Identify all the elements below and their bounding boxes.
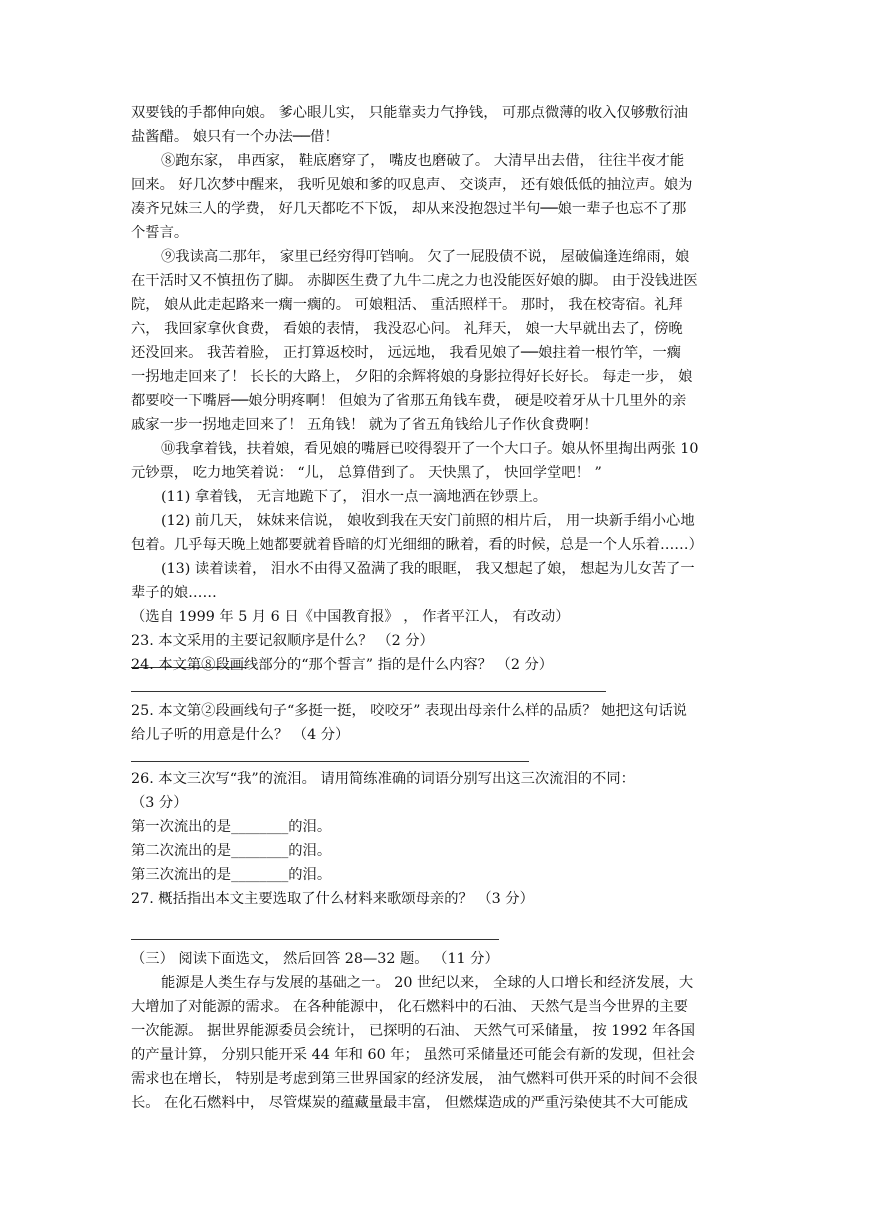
text-line: 回来。 好几次梦中醒来， 我听见娘和爹的叹息声、 交谈声， 还有娘低低的抽泣声。娘为 [131,177,693,193]
fill-blank-3: 第三次流出的是________的泪。 [131,867,332,883]
text-line: （3 分） [131,795,188,811]
text-line: 凑齐兄妹三人的学费， 好几天都吃不下饭， 却从来没抱怨过半句──娘一辈子也忘不了那 [131,201,687,217]
text-line: 包着。几乎每天晚上她都要就着昏暗的灯光细细的瞅着，看的时候，总是一个人乐着……） [131,537,703,553]
question-23: 23. 本文采用的主要记叙顺序是什么？ （2 分） [131,633,434,649]
text-line: 都要咬一下嘴唇──娘分明疼啊！ 但娘为了省那五角钱车费， 硬是咬着牙从十几里外的亲 [131,393,687,409]
paragraph-11: (11) 拿着钱， 无言地跪下了， 泪水一点一滴地洒在钞票上。 [161,489,548,505]
text-line: 双要钱的手都伸向娘。 爹心眼儿实， 只能靠卖力气挣钱， 可那点微薄的收入仅够敷衍油 [131,105,688,121]
fill-blank-2: 第二次流出的是________的泪。 [131,843,332,859]
source-citation: （选自 1999 年 5 月 6 日《中国教育报》 ， 作者平江人， 有改动） [131,609,570,625]
fill-blank-1: 第一次流出的是________的泪。 [131,819,332,835]
paragraph-10-start: ⑩我拿着钱，扶着娘，看见娘的嘴唇已咬得裂开了一个大口子。娘从怀里掏出两张 10 [161,441,699,457]
question-24: 24. 本文第⑧段画线部分的“那个誓言” 指的是什么内容？ （2 分） [131,657,554,673]
paragraph-8-start: ⑧跑东家， 串西家， 鞋底磨穿了， 嘴皮也磨破了。 大清早出去借， 往往半夜才能 [161,153,685,169]
question-25: 25. 本文第②段画线句子“多挺一挺， 咬咬牙” 表现出母亲什么样的品质？ 她把这句话说 [131,703,687,719]
text-line: 在干活时又不慎扭伤了脚。 赤脚医生费了九牛二虎之力也没能医好娘的脚。 由于没钱进医 [131,273,698,289]
reading-paragraph-start: 能源是人类生存与发展的基础之一。 20 世纪以来， 全球的人口增长和经济发展，大 [161,975,694,991]
text-line: 辈子的娘…… [131,585,217,601]
answer-line-24 [131,691,606,692]
paragraph-13-start: (13) 读着读着， 泪水不由得又盈满了我的眼眶， 我又想起了娘， 想起为儿女苦了一 [161,561,695,577]
paragraph-12-start: (12) 前几天， 妹妹来信说， 娘收到我在天安门前照的相片后， 用一块新手绢小心地 [161,513,695,529]
text-line: 长。 在化石燃料中， 尽管煤炭的蕴藏量最丰富， 但燃煤造成的严重污染使其不大可能成 [131,1095,688,1111]
text-line: 戚家一步一拐地走回来了！ 五角钱！ 就为了省五角钱给儿子作伙食费啊！ [131,417,598,433]
text-line: 一拐地走回来了！ 长长的大路上， 夕阳的余辉将娘的身影拉得好长好长。 每走一步， 娘 [131,369,693,385]
text-line: 还没回来。 我苦着脸， 正打算返校时， 远远地， 我看见娘了──娘拄着一根竹竿，一瘸 [131,345,682,361]
text-line: 的产量计算， 分别只能开采 44 年和 60 年； 虽然可采储量还可能会有新的发现，但社会 [131,1047,696,1063]
text-line: 盐酱醋。 娘只有一个办法──借！ [131,129,339,145]
section-3-heading: （三） 阅读下面选文， 然后回答 28—32 题。 （11 分） [131,951,499,967]
text-line: 六， 我回家拿伙食费， 看娘的表情， 我没忍心问。 礼拜天， 娘一大早就出去了，傍晚 [131,321,683,337]
text-line: 大增加了对能源的需求。 在各种能源中， 化石燃料中的石油、 天然气是当今世界的主要 [131,999,688,1015]
paragraph-9-start: ⑨我读高二那年， 家里已经穷得叮铛响。 欠了一屁股债不说， 屋破偏逢连绵雨，娘 [161,249,690,265]
question-26: 26. 本文三次写“我”的流泪。 请用简练准确的词语分别写出这三次流泪的不同： [131,771,635,787]
answer-line-27 [131,939,499,940]
text-line: 元钞票， 吃力地笑着说： “儿， 总算借到了。 天快黑了， 快回学堂吧！ ” [131,465,602,481]
text-line: 个誓言。 [131,225,189,241]
question-27: 27. 概括指出本文主要选取了什么材料来歌颂母亲的？ （3 分） [131,891,534,907]
text-line: 一次能源。 据世界能源委员会统计， 已探明的石油、 天然气可采储量， 按 1992 年各国 [131,1023,696,1039]
text-line: 需求也在增长， 特别是考虑到第三世界国家的经济发展， 油气燃料可供开采的时间不会很 [131,1071,698,1087]
text-line: 给儿子听的用意是什么？ （4 分） [131,727,350,743]
text-line: 院， 娘从此走起路来一瘸一瘸的。 可娘粗活、 重活照样干。 那时， 我在校寄宿。礼拜 [131,297,683,313]
answer-line-25 [131,761,529,762]
